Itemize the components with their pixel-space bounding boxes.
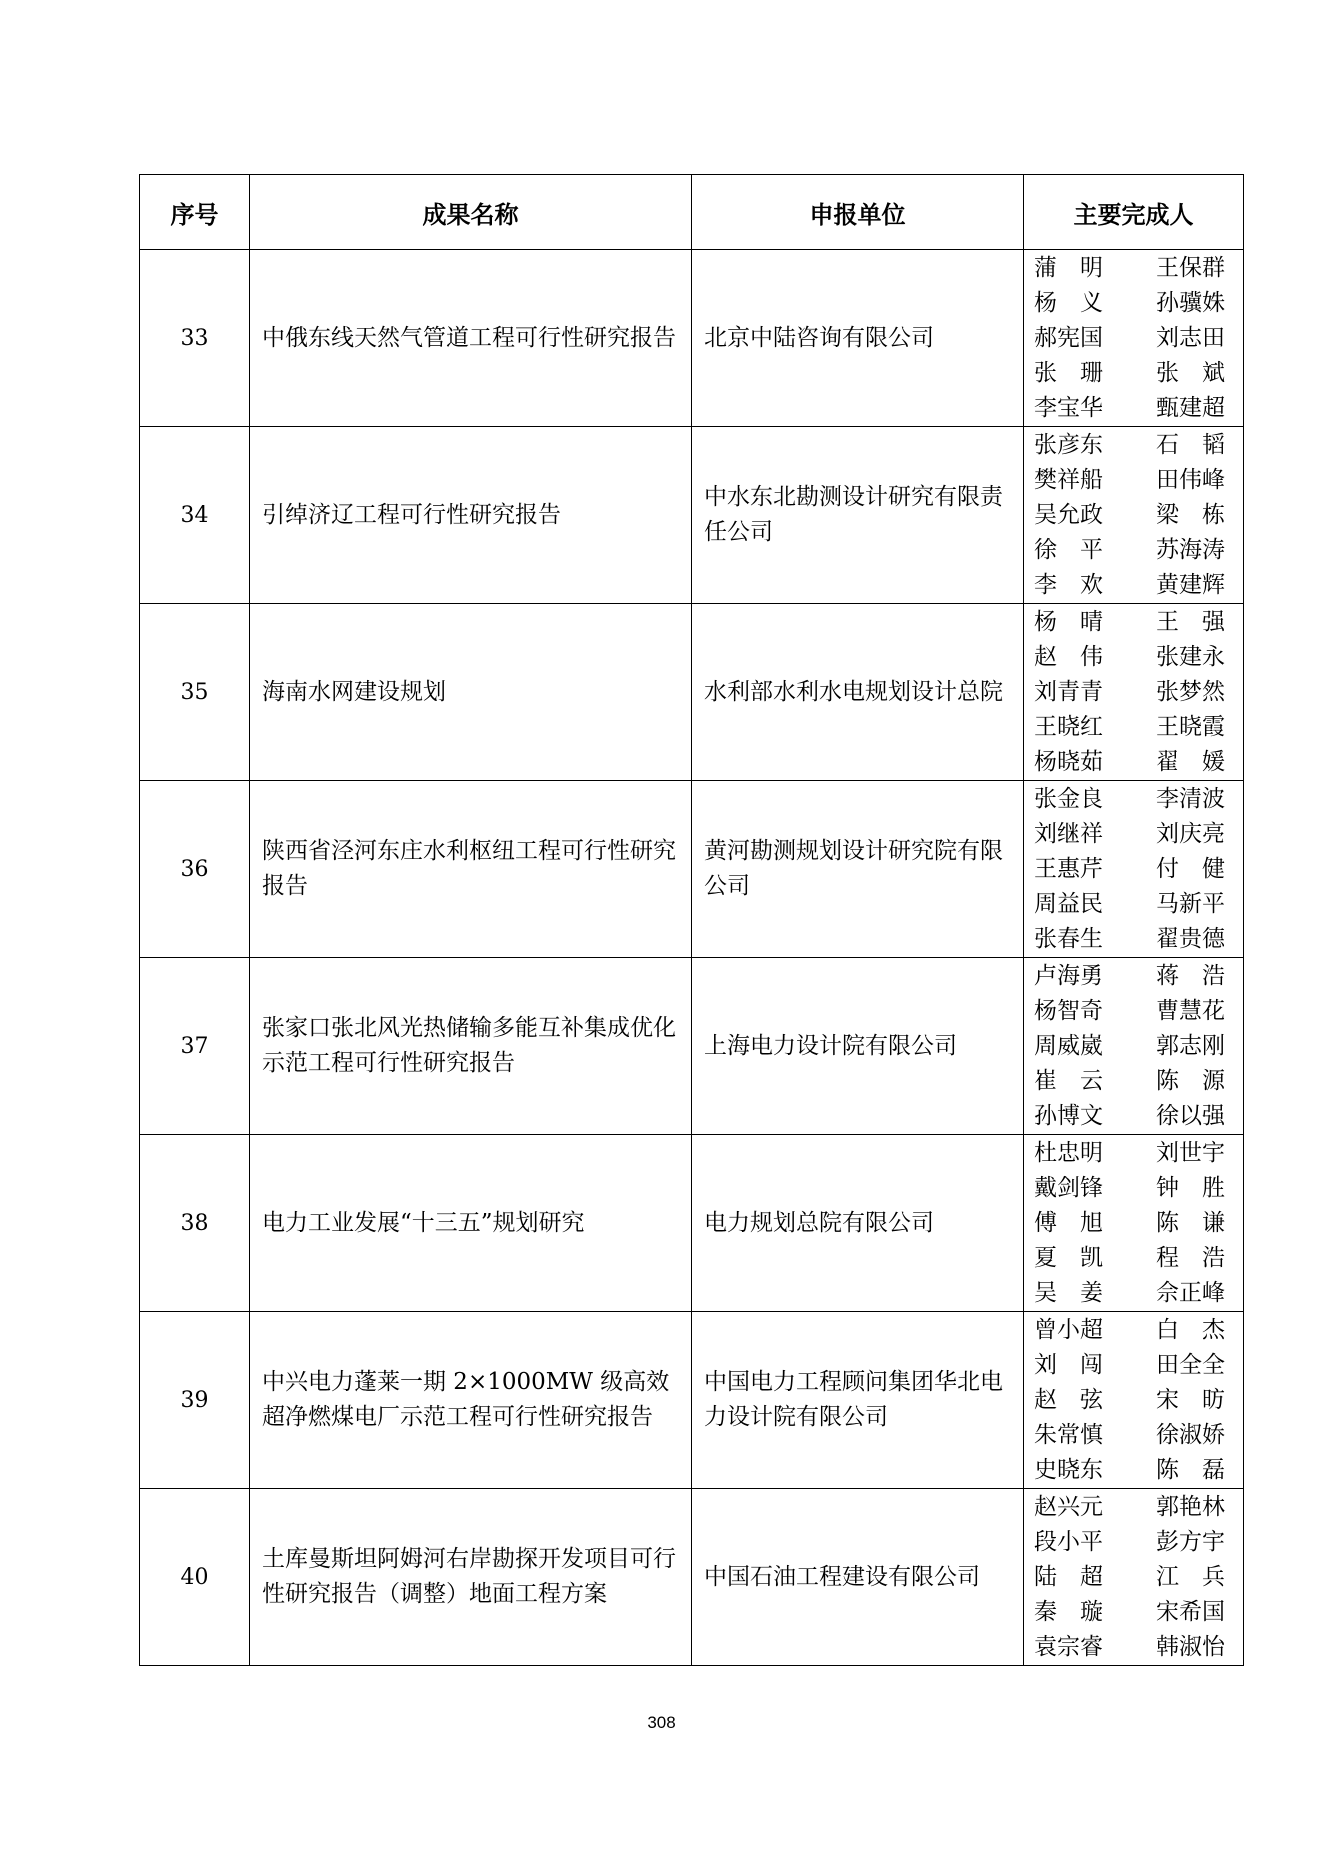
contributor-name: 杨 晴 xyxy=(1034,608,1103,635)
contributor-name: 樊祥船 xyxy=(1034,466,1103,493)
table-row xyxy=(140,427,1244,604)
applicant-unit: 水利部水利水电规划设计总院 xyxy=(692,604,1024,781)
contributor-pair xyxy=(1034,533,1225,568)
contributor-name: 王惠芹 xyxy=(1034,855,1103,882)
contributor-pair xyxy=(1034,1099,1225,1134)
contributor-pair xyxy=(1034,428,1225,463)
contributor-name: 王 强 xyxy=(1156,608,1225,635)
contributor-name: 甄建超 xyxy=(1156,394,1225,421)
main-contributors xyxy=(1024,427,1244,604)
contributor-pair xyxy=(1034,391,1225,426)
row-number: 33 xyxy=(140,250,250,427)
contributor-name: 刘志田 xyxy=(1156,324,1225,351)
contributor-pair xyxy=(1034,1029,1225,1064)
contributor-name: 蒋 浩 xyxy=(1156,962,1225,989)
contributor-name: 张 珊 xyxy=(1034,359,1103,386)
contributor-pair xyxy=(1034,887,1225,922)
contributor-name: 孙博文 xyxy=(1034,1102,1103,1129)
contributor-pair xyxy=(1034,1348,1225,1383)
row-number: 36 xyxy=(140,781,250,958)
contributor-pair xyxy=(1034,1490,1225,1525)
contributor-pair xyxy=(1034,994,1225,1029)
contributor-name: 梁 栋 xyxy=(1156,501,1225,528)
achievement-name: 中兴电力蓬莱一期 2×1000MW 级高效超净燃煤电厂示范工程可行性研究报告 xyxy=(250,1312,692,1489)
contributor-pair xyxy=(1034,1418,1225,1453)
applicant-unit: 中国电力工程顾问集团华北电力设计院有限公司 xyxy=(692,1312,1024,1489)
main-contributors xyxy=(1024,1312,1244,1489)
contributor-pair xyxy=(1034,321,1225,356)
contributor-name: 周威崴 xyxy=(1034,1032,1103,1059)
main-contributors xyxy=(1024,781,1244,958)
applicant-unit: 中国石油工程建设有限公司 xyxy=(692,1489,1024,1666)
contributor-name: 刘继祥 xyxy=(1034,820,1103,847)
contributor-pair xyxy=(1034,1241,1225,1276)
row-number: 35 xyxy=(140,604,250,781)
contributor-name: 张彦东 xyxy=(1034,431,1103,458)
contributor-pair xyxy=(1034,1276,1225,1311)
row-number: 34 xyxy=(140,427,250,604)
contributor-name: 陈 谦 xyxy=(1156,1209,1225,1236)
achievements-table xyxy=(139,174,1244,1666)
contributor-pair xyxy=(1034,1383,1225,1418)
contributor-name: 刘青青 xyxy=(1034,678,1103,705)
contributor-name: 杨 义 xyxy=(1034,289,1103,316)
contributor-name: 韩淑怡 xyxy=(1156,1633,1225,1660)
contributor-pair xyxy=(1034,286,1225,321)
contributor-name: 段小平 xyxy=(1034,1528,1103,1555)
row-number: 39 xyxy=(140,1312,250,1489)
header-seq: 序号 xyxy=(140,175,250,250)
contributor-name: 卢海勇 xyxy=(1034,962,1103,989)
contributor-name: 赵兴元 xyxy=(1034,1493,1103,1520)
contributor-name: 苏海涛 xyxy=(1156,536,1225,563)
table-row xyxy=(140,1489,1244,1666)
main-contributors xyxy=(1024,958,1244,1135)
contributor-name: 翟 媛 xyxy=(1156,748,1225,775)
contributor-name: 宋希国 xyxy=(1156,1598,1225,1625)
contributor-pair xyxy=(1034,745,1225,780)
contributor-pair xyxy=(1034,1453,1225,1488)
contributor-name: 彭方宇 xyxy=(1156,1528,1225,1555)
contributor-name: 孙骥姝 xyxy=(1156,289,1225,316)
contributor-name: 杨智奇 xyxy=(1034,997,1103,1024)
contributor-name: 张 斌 xyxy=(1156,359,1225,386)
contributor-name: 王保群 xyxy=(1156,254,1225,281)
table-row xyxy=(140,250,1244,427)
contributor-name: 石 韬 xyxy=(1156,431,1225,458)
table-row xyxy=(140,604,1244,781)
row-number: 38 xyxy=(140,1135,250,1312)
contributor-pair xyxy=(1034,1171,1225,1206)
contributor-pair xyxy=(1034,1136,1225,1171)
contributor-pair xyxy=(1034,251,1225,286)
contributor-name: 翟贵德 xyxy=(1156,925,1225,952)
contributor-name: 崔 云 xyxy=(1034,1067,1103,1094)
achievement-name: 陕西省泾河东庄水利枢纽工程可行性研究报告 xyxy=(250,781,692,958)
contributor-pair xyxy=(1034,1064,1225,1099)
achievement-name: 电力工业发展“十三五”规划研究 xyxy=(250,1135,692,1312)
contributor-name: 徐 平 xyxy=(1034,536,1103,563)
header-main-contributors: 主要完成人 xyxy=(1024,175,1244,250)
contributor-name: 江 兵 xyxy=(1156,1563,1225,1590)
contributor-name: 蒲 明 xyxy=(1034,254,1103,281)
contributor-pair xyxy=(1034,959,1225,994)
contributor-pair xyxy=(1034,568,1225,603)
contributor-name: 杨晓茹 xyxy=(1034,748,1103,775)
contributor-pair xyxy=(1034,498,1225,533)
table-row xyxy=(140,1135,1244,1312)
applicant-unit: 北京中陆咨询有限公司 xyxy=(692,250,1024,427)
table-row xyxy=(140,958,1244,1135)
achievement-name: 张家口张北风光热储输多能互补集成优化示范工程可行性研究报告 xyxy=(250,958,692,1135)
applicant-unit: 黄河勘测规划设计研究院有限公司 xyxy=(692,781,1024,958)
contributor-name: 宋 昉 xyxy=(1156,1386,1225,1413)
achievement-name: 土库曼斯坦阿姆河右岸勘探开发项目可行性研究报告（调整）地面工程方案 xyxy=(250,1489,692,1666)
contributor-name: 佘正峰 xyxy=(1156,1279,1225,1306)
contributor-name: 杜忠明 xyxy=(1034,1139,1103,1166)
row-number: 37 xyxy=(140,958,250,1135)
contributor-name: 秦 璇 xyxy=(1034,1598,1103,1625)
achievement-name: 中俄东线天然气管道工程可行性研究报告 xyxy=(250,250,692,427)
contributor-name: 陈 源 xyxy=(1156,1067,1225,1094)
contributor-name: 曾小超 xyxy=(1034,1316,1103,1343)
contributor-name: 赵 伟 xyxy=(1034,643,1103,670)
contributor-name: 王晓霞 xyxy=(1156,713,1225,740)
contributor-name: 徐以强 xyxy=(1156,1102,1225,1129)
contributor-name: 史晓东 xyxy=(1034,1456,1103,1483)
contributor-name: 张梦然 xyxy=(1156,678,1225,705)
contributor-name: 曹慧花 xyxy=(1156,997,1225,1024)
contributor-name: 张建永 xyxy=(1156,643,1225,670)
row-number: 40 xyxy=(140,1489,250,1666)
contributor-pair xyxy=(1034,922,1225,957)
contributor-name: 程 浩 xyxy=(1156,1244,1225,1271)
contributor-name: 李清波 xyxy=(1156,785,1225,812)
contributor-name: 夏 凯 xyxy=(1034,1244,1103,1271)
contributor-name: 付 健 xyxy=(1156,855,1225,882)
contributor-name: 钟 胜 xyxy=(1156,1174,1225,1201)
contributor-name: 马新平 xyxy=(1156,890,1225,917)
header-applicant-unit: 申报单位 xyxy=(692,175,1024,250)
contributor-name: 田伟峰 xyxy=(1156,466,1225,493)
applicant-unit: 上海电力设计院有限公司 xyxy=(692,958,1024,1135)
contributor-name: 赵 弦 xyxy=(1034,1386,1103,1413)
contributor-pair xyxy=(1034,852,1225,887)
contributor-name: 王晓红 xyxy=(1034,713,1103,740)
contributor-name: 郝宪国 xyxy=(1034,324,1103,351)
contributor-pair xyxy=(1034,817,1225,852)
contributor-name: 郭艳林 xyxy=(1156,1493,1225,1520)
contributor-name: 周益民 xyxy=(1034,890,1103,917)
applicant-unit: 电力规划总院有限公司 xyxy=(692,1135,1024,1312)
contributor-name: 朱常慎 xyxy=(1034,1421,1103,1448)
contributor-pair xyxy=(1034,1595,1225,1630)
contributor-name: 郭志刚 xyxy=(1156,1032,1225,1059)
header-row xyxy=(140,175,1244,250)
contributor-pair xyxy=(1034,463,1225,498)
contributor-pair xyxy=(1034,1525,1225,1560)
contributor-name: 张春生 xyxy=(1034,925,1103,952)
main-contributors xyxy=(1024,250,1244,427)
contributor-name: 陆 超 xyxy=(1034,1563,1103,1590)
contributor-name: 田全全 xyxy=(1156,1351,1225,1378)
contributor-name: 陈 磊 xyxy=(1156,1456,1225,1483)
applicant-unit: 中水东北勘测设计研究有限责任公司 xyxy=(692,427,1024,604)
contributor-pair xyxy=(1034,605,1225,640)
contributor-pair xyxy=(1034,1560,1225,1595)
contributor-name: 李 欢 xyxy=(1034,571,1103,598)
achievement-name: 引绰济辽工程可行性研究报告 xyxy=(250,427,692,604)
contributor-pair xyxy=(1034,1313,1225,1348)
contributor-pair xyxy=(1034,675,1225,710)
achievement-name: 海南水网建设规划 xyxy=(250,604,692,781)
table-row xyxy=(140,1312,1244,1489)
contributor-name: 黄建辉 xyxy=(1156,571,1225,598)
contributor-name: 刘庆亮 xyxy=(1156,820,1225,847)
table-row xyxy=(140,781,1244,958)
contributor-name: 刘世宇 xyxy=(1156,1139,1225,1166)
page-number: 308 xyxy=(647,1713,676,1732)
contributor-pair xyxy=(1034,710,1225,745)
contributor-pair xyxy=(1034,356,1225,391)
contributor-name: 刘 闯 xyxy=(1034,1351,1103,1378)
main-contributors xyxy=(1024,1135,1244,1312)
contributor-name: 徐淑娇 xyxy=(1156,1421,1225,1448)
main-contributors xyxy=(1024,1489,1244,1666)
contributor-pair xyxy=(1034,1630,1225,1665)
contributor-name: 袁宗睿 xyxy=(1034,1633,1103,1660)
main-contributors xyxy=(1024,604,1244,781)
contributor-pair xyxy=(1034,640,1225,675)
contributor-name: 吴允政 xyxy=(1034,501,1103,528)
contributor-name: 白 杰 xyxy=(1156,1316,1225,1343)
contributor-name: 傅 旭 xyxy=(1034,1209,1103,1236)
contributor-pair xyxy=(1034,1206,1225,1241)
contributor-name: 张金良 xyxy=(1034,785,1103,812)
contributor-name: 吴 姜 xyxy=(1034,1279,1103,1306)
contributor-name: 李宝华 xyxy=(1034,394,1103,421)
header-achievement-name: 成果名称 xyxy=(250,175,692,250)
contributor-name: 戴剑锋 xyxy=(1034,1174,1103,1201)
contributor-pair xyxy=(1034,782,1225,817)
